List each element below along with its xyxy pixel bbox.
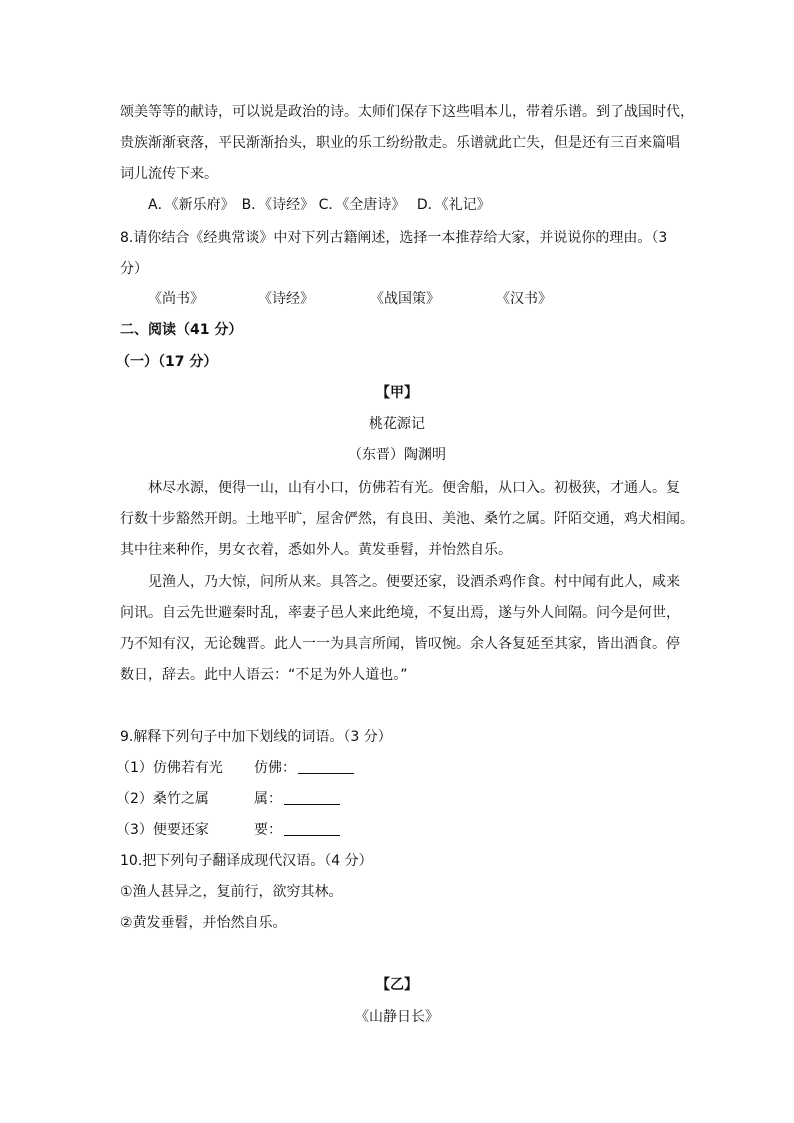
passage-marker-jia: 【甲】: [376, 385, 418, 401]
passage-title-yi: 《山静日长》: [355, 1009, 439, 1025]
passage-line: 贵族渐渐衰落，平民渐渐抬头，职业的乐工纷纷散走。乐谱就此亡失，但是还有三百来篇唱: [120, 135, 680, 151]
classical-text-line: 数日，辞去。此中人语云：“不足为外人道也。”: [120, 667, 408, 683]
answer-blank[interactable]: [284, 821, 340, 836]
q9-item-2: （2）桑竹之属: [116, 791, 209, 807]
classical-text-line: 乃不知有汉，无论魏晋。此人一一为具言所闻，皆叹惋。余人各复延至其家，皆出酒食。停: [120, 636, 680, 652]
q9-word: 要：: [254, 822, 282, 838]
q8-stem: 8.请你结合《经典常谈》中对下列古籍阐述，选择一本推荐给大家，并说说你的理由。（3: [120, 230, 668, 246]
book-option: 《战国策》: [370, 291, 440, 307]
classical-text-line: 行数十步豁然开朗。土地平旷，屋舍俨然，有良田、美池、桑竹之属。阡陌交通，鸡犬相闻。: [120, 511, 694, 527]
q9-item-3: （3）便要还家: [116, 822, 209, 838]
q10-sentence-2: ②黄发垂髫，并怡然自乐。: [120, 915, 287, 931]
part-heading: （一）（17 分）: [116, 354, 218, 370]
book-option: 《诗经》: [258, 291, 314, 307]
q10-stem: 10.把下列句子翻译成现代汉语。（4 分）: [120, 853, 373, 869]
q9-answer-1: [254, 758, 354, 778]
passage-author: （东晋）陶渊明: [348, 447, 446, 463]
classical-text-line: 见渔人，乃大惊，问所从来。具答之。便要还家，设酒杀鸡作食。村中闻有此人，咸来: [148, 574, 680, 590]
book-option: 《汉书》: [496, 291, 552, 307]
passage-marker-yi: 【乙】: [376, 977, 418, 993]
q9-word: 仿佛：: [254, 760, 296, 776]
q7-options: A．《新乐府》 B．《诗经》 C．《全唐诗》 D．《礼记》: [148, 197, 491, 213]
answer-blank[interactable]: [298, 759, 354, 774]
classical-text-line: 问讯。自云先世避秦时乱，率妻子邑人来此绝境，不复出焉，遂与外人间隔。问今是何世，: [120, 605, 680, 621]
classical-text-line: 林尽水源，便得一山，山有小口，仿佛若有光。便舍船，从口入。初极狭，才通人。复: [148, 480, 680, 496]
q9-answer-2: [254, 789, 340, 809]
q9-word: 属：: [254, 791, 282, 807]
book-option: 《尚书》: [148, 291, 204, 307]
passage-title: 桃花源记: [369, 416, 425, 432]
q9-item-1: （1）仿佛若有光: [116, 760, 223, 776]
q9-answer-3: [254, 820, 340, 840]
passage-line: 颂美等等的献诗，可以说是政治的诗。太师们保存下这些唱本儿，带着乐谱。到了战国时代，: [120, 104, 694, 120]
q9-stem: 9.解释下列句子中加下划线的词语。（3 分）: [120, 729, 392, 745]
section-heading: 二、阅读（41 分）: [120, 322, 243, 338]
passage-line: 词儿流传下来。: [120, 166, 218, 182]
q10-sentence-1: ①渔人甚异之，复前行，欲穷其林。: [120, 884, 343, 900]
answer-blank[interactable]: [284, 790, 340, 805]
classical-text-line: 其中往来种作，男女衣着，悉如外人。黄发垂髫，并怡然自乐。: [120, 542, 512, 558]
q8-stem-cont: 分）: [120, 261, 148, 277]
